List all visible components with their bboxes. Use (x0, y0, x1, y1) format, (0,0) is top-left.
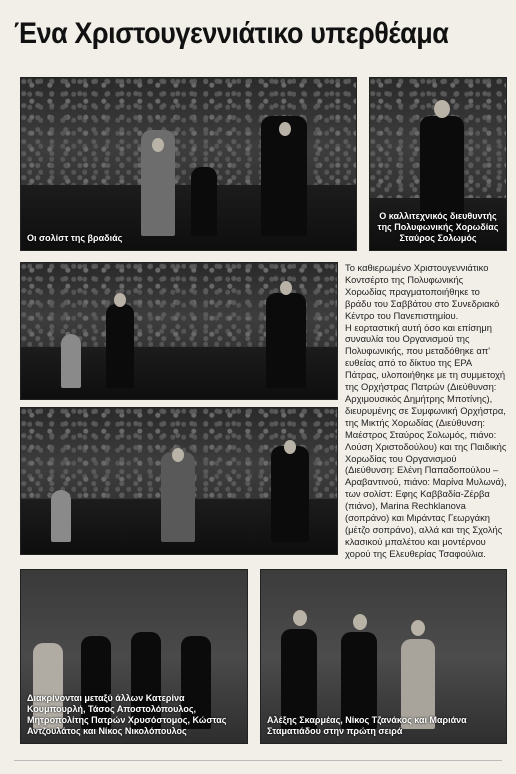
photo-caption: Οι σολίστ της βραδιάς (27, 233, 123, 243)
photo-caption: Αλέξης Σκαρμέας, Νίκος Τζανάκος και Μαριάνα Σταματιάδου στην πρώτη σειρά (267, 715, 467, 736)
photo-orchestra-2 (20, 407, 338, 555)
photo-audience-dignitaries (20, 569, 248, 744)
photo-conductor-portrait (369, 77, 507, 251)
photo-soloists (20, 77, 357, 251)
photo-caption: Διακρίνονται μεταξύ άλλων Κατερίνα Κουμπουρλή, Τάσος Αποστολόπουλος, Μητροπολίτης Πατρών Χρυσόστομος, Κώστας Αντζουλάτος και Νίκος Νικολόπουλος (27, 693, 227, 736)
photo-caption: Ο καλλιτεχνικός διευθυντής της Πολυφωνικής Χορωδίας Σταύρος Σολωμός (377, 211, 499, 243)
photo-orchestra-1 (20, 262, 338, 400)
article-paragraph: Το καθιερωμένο Χριστουγεννιάτικο Κοντσέρτο της Πολυφωνικής Χορωδίας πραγματοποιήθηκε το βράδυ του Σαββάτου στο Συνεδριακό Κέντρο του Πανεπιστημίου. (345, 262, 500, 321)
photo-audience-front-row (260, 569, 507, 744)
headline: Ένα Χριστουγεννιάτικο υπερθέαμα (14, 17, 449, 50)
page-rule (14, 760, 502, 761)
article-paragraph: Η εορταστική αυτή όσο και επίσημη συναυλία του Οργανισμού της Πολυφωνικής, που μεταδόθηκε απ' ευθείας από το δίκτυο της ΕΡΑ Πάτρας, υλοποιήθηκε με τη συμμετοχή της Ορχήστρας Πατρών (Διεύθυνση: Αρχιμουσικός Δημήτρης Μποτίνης), διευρυμένης σε Συμφωνική Ορχήστρα, της Μικτής Χορωδίας (Διεύθυνση: Μαέστρος Σταύρος Σολωμός, πιάνο: Λούση Χριστοδούλου) και της Παιδικής Χορωδίας του Οργανισμού (Διεύθυνση: Ελένη Παπαδοπούλου – Αραβαντινού, πιάνο: Μαρίνα Μυλωνά), των σολίστ: Εφης Καββαδία-Ζέρβα (πιάνο), Marina Rechklanova (σοπράνο) και Μιράντας Γεωργάκη (μέτζο σοπράνο), αλλά και της Σχολής κλασικού μπαλέτου και μοντέρνου χορού της Ελευθερίας Τσαφούλια. (345, 321, 507, 559)
article-body (345, 262, 507, 560)
